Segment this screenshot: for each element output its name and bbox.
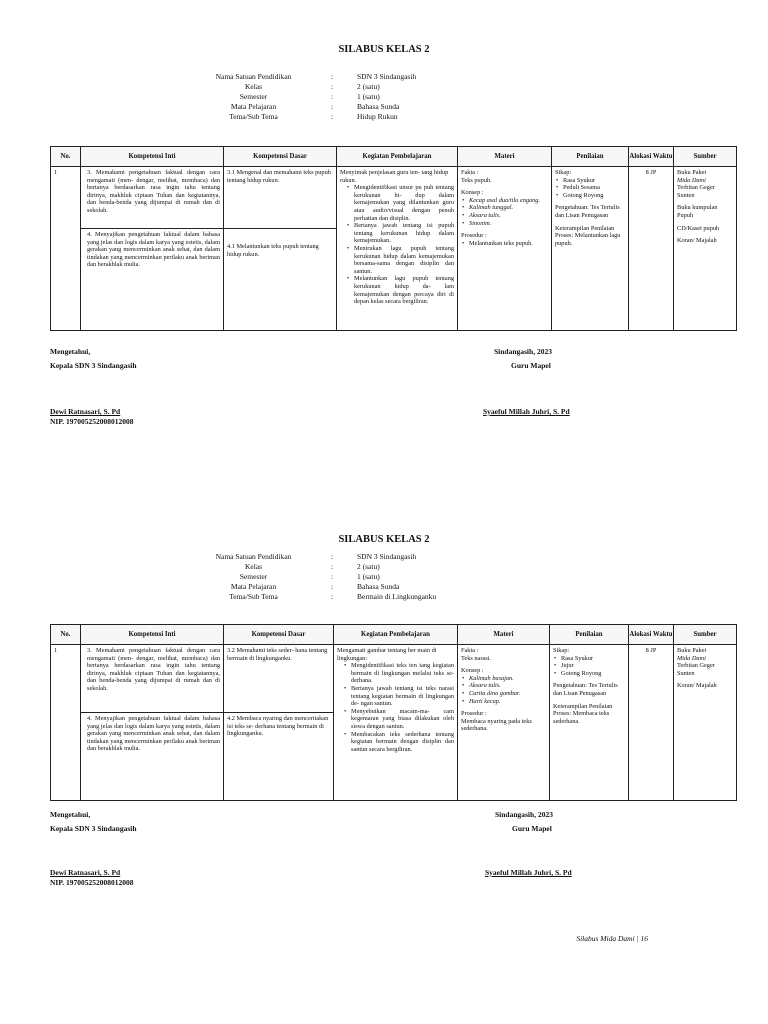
meta-label: Mata Pelajaran bbox=[230, 102, 277, 111]
list-item: • Peduli Sesama bbox=[555, 184, 625, 192]
penilaian-keterampilan: Keterampilan Penilaian Proses: Membaca teks sederhana. bbox=[553, 702, 613, 725]
document-meta: Nama Satuan Pendidikan : SDN 3 Sindangasih Kelas : 2 (satu) Semester : 1 (satu) Mata Pelajaran : Bahasa Sunda Tema/Sub Tema : Hidup Rukun bbox=[200, 72, 477, 122]
column-header: Kompetensi Inti bbox=[81, 625, 224, 645]
meta-label: Semester bbox=[239, 572, 268, 581]
meta-value: 1 (satu) bbox=[357, 572, 380, 581]
kegiatan-list bbox=[340, 184, 454, 306]
kompetensi-inti-3: 3. Memahami pengetahuan faktual dengan cara mengamati (men- dengar, melihat, membaca) dan bertanya berdasarkan rasa ingin tahu tentang dirinya, makhluk ciptaan Tuhan dan kegiatannya, dan benda-benda yang dijumpai di rumah dan di sekolah. bbox=[81, 645, 224, 713]
meta-label: Tema/Sub Tema bbox=[229, 592, 278, 601]
meta-label: Kelas bbox=[244, 82, 263, 91]
sign-place-date: Sindangasih, 2023 bbox=[495, 810, 553, 819]
kompetensi-inti-4: 4. Menyajikan pengetahuan faktual dalam bahasa yang jelas dan logis dalam karya yang estetis, dalam gerakan yang mencerminkan anak sehat, dan dalam tindakan yang mencerminkan perilaku anak beriman dan berakhlak mulia. bbox=[81, 713, 224, 801]
sign-kepala-nip: NIP. 197005252008012008 bbox=[50, 417, 134, 426]
meta-value: Hidup Rukun bbox=[357, 112, 398, 121]
column-header: No. bbox=[51, 625, 81, 645]
list-item: • Membacakan teks sederhana tentang kegiatan bermain dengan disiplin dan santun secara bergiliran. bbox=[343, 731, 454, 754]
list-item: • Melantunkan lagu pupuh tentang kerukunan hidup da- lam kemajemukan dengan percaya diri di depan kelas secara bergiliran. bbox=[346, 275, 454, 305]
meta-value: 2 (satu) bbox=[357, 562, 380, 571]
sumber-line: CD/Kaset pupuh bbox=[677, 224, 720, 232]
materi-konsep-label: Konsep : bbox=[461, 667, 484, 675]
column-header: No. bbox=[51, 147, 81, 167]
sign-guru-name: Syaeful Millah Juhri, S. Pd bbox=[485, 868, 572, 877]
column-header: Kompetensi Dasar bbox=[224, 625, 334, 645]
meta-value: Bahasa Sunda bbox=[357, 582, 400, 591]
meta-value: Bahasa Sunda bbox=[357, 102, 400, 111]
list-item: • Harti kecap. bbox=[461, 698, 546, 706]
meta-value: SDN 3 Sindangasih bbox=[357, 72, 417, 81]
materi-prosedur-label: Prosedur : bbox=[461, 232, 487, 240]
meta-label: Tema/Sub Tema bbox=[229, 112, 278, 121]
meta-label: Semester bbox=[239, 92, 268, 101]
penilaian-sikap-list bbox=[553, 655, 625, 678]
column-header: Kegiatan Pembelajaran bbox=[337, 147, 458, 167]
meta-value: Bermain di Lingkunganku bbox=[357, 592, 437, 601]
list-item: • Kalimah tunggal. bbox=[461, 204, 548, 212]
kompetensi-dasar-4: 4.1 Melantunkan teks pupuh tentang hidup rukun. bbox=[224, 229, 337, 331]
list-item: • Mengidentifikasi unsur pu puh tentang kerukunan hi- dup dalam kemajemukan yang dilantunkan guru atau audio/visual dengan penuh perhatian dan disiplin. bbox=[346, 184, 454, 222]
page-title: SILABUS KELAS 2 bbox=[338, 534, 430, 545]
alokasi-waktu: 8 JP bbox=[629, 645, 674, 801]
column-header: Materi bbox=[458, 147, 552, 167]
list-item: • Kalimah basajan. bbox=[461, 675, 546, 683]
sign-kepala-title: Kepala SDN 3 Sindangasih bbox=[50, 361, 137, 370]
penilaian-keterampilan: Keterampilan Penilaian Proses: Melantunkan lagu pupuh. bbox=[555, 224, 621, 247]
materi-konsep-label: Konsep : bbox=[461, 189, 484, 197]
meta-value: SDN 3 Sindangasih bbox=[357, 552, 417, 561]
kegiatan-cell bbox=[334, 645, 458, 801]
penilaian-pengetahuan: Pengetahuan: Tes Tertulis dan Lisan Penugasan bbox=[555, 204, 620, 219]
list-item: • Gotong Royong bbox=[553, 670, 625, 678]
page-footer: Silabus Mida Dami | 16 bbox=[576, 934, 648, 943]
sumber-line: Buku kumpulan Pupuh bbox=[677, 204, 718, 219]
kompetensi-inti-3: 3. Memahami pengetahuan faktual dengan cara mengamati (men- dengar, melihat, membaca) dan bertanya berdasarkan rasa ingin tahu tentang dirinya, makhluk ciptaan Tuhan dan kegiatannya, dan benda-benda yang dijumpai di rumah dan di sekolah. bbox=[81, 167, 224, 229]
list-item: • Aksara tulis. bbox=[461, 212, 548, 220]
sumber-line: Terbitan Geger Sunten bbox=[677, 184, 715, 199]
list-item: • Jujur bbox=[553, 662, 625, 670]
sumber-cell bbox=[674, 167, 737, 331]
materi-konsep-list bbox=[461, 675, 546, 705]
row-number: 1 bbox=[51, 645, 81, 801]
table-header-row bbox=[51, 147, 737, 167]
sign-guru-name: Syaeful Millah Juhri, S. Pd bbox=[483, 407, 570, 416]
materi-fakta-label: Fakta : bbox=[461, 647, 479, 654]
list-item: • Carita dina gambar. bbox=[461, 690, 546, 698]
kompetensi-dasar-4: 4.2 Membaca nyaring dan menceritakan isi teks se- derhana tentang bermain di lingkunganku. bbox=[224, 713, 334, 801]
sumber-line: Buku Paket bbox=[677, 647, 707, 654]
sign-kepala-title: Kepala SDN 3 Sindangasih bbox=[50, 824, 137, 833]
sign-kepala-nip: NIP. 197005252008012008 bbox=[50, 878, 134, 887]
column-header: Kompetensi Dasar bbox=[224, 147, 337, 167]
penilaian-sikap-label: Sikap: bbox=[555, 169, 572, 176]
materi-prosedur: Membaca nyaring pada teks sederhana. bbox=[461, 717, 532, 733]
meta-label: Nama Satuan Pendidikan bbox=[215, 72, 292, 81]
materi-cell bbox=[458, 645, 550, 801]
table-header-row bbox=[51, 625, 737, 645]
list-item: • Bertanya jawab tentang isi pupuh tentang kerukunan hidup dalam kemajemukan. bbox=[346, 222, 454, 245]
materi-prosedur-list bbox=[461, 240, 548, 248]
list-item: • Rasa Syukur bbox=[555, 177, 625, 185]
sign-kepala-name: Dewi Ratnasari, S. Pd bbox=[50, 407, 121, 416]
sign-kepala-name: Dewi Ratnasari, S. Pd bbox=[50, 868, 121, 877]
penilaian-pengetahuan: Pengetahuan: Tes Tertulis dan Lisan Penugasan bbox=[553, 682, 618, 697]
sumber-line: Koran/ Majalah bbox=[677, 237, 717, 245]
column-header: Sumber bbox=[674, 625, 737, 645]
column-header: Materi bbox=[458, 625, 550, 645]
list-item: • Menirukan lagu pupuh tentang kerukunan hidup dalam kemajemukan bersama-sama dengan disiplin dan santun. bbox=[346, 245, 454, 275]
list-item: • Melantunkan teks pupuh. bbox=[461, 240, 548, 248]
column-header: Alokasi Waktu bbox=[629, 625, 674, 645]
kegiatan-intro: Mengamati gambar tentang ber main di lingkungan: bbox=[337, 647, 437, 662]
penilaian-sikap-list bbox=[555, 177, 625, 200]
table-row bbox=[51, 167, 737, 229]
sumber-line: Buku Paket bbox=[677, 169, 707, 176]
materi-prosedur-label: Prosedur : bbox=[461, 710, 487, 718]
column-header: Penilaian bbox=[552, 147, 629, 167]
sumber-line: Terbitan Geger Sunten bbox=[677, 662, 715, 677]
list-item: • Sinonim. bbox=[461, 220, 548, 228]
kegiatan-list bbox=[337, 662, 454, 753]
column-header: Kompetensi Inti bbox=[81, 147, 224, 167]
kompetensi-dasar-3: 3.2 Memahami teks seder- hana tentang bermain di lingkunganku. bbox=[224, 645, 334, 713]
sumber-line: Mida Dami bbox=[677, 654, 706, 662]
syllabus-table bbox=[50, 624, 737, 801]
materi-fakta-label: Fakta : bbox=[461, 169, 479, 176]
sign-mengetahui: Mengetahui, bbox=[50, 810, 91, 819]
kompetensi-inti-4: 4. Menyajikan pengetahuan faktual dalam bahasa yang jelas dan logis dalam karya yang estetis, dalam gerakan yang mencerminkan anak sehat, dan dalam tindakan yang mencerminkan perilaku anak beriman dan berakhlak mulia. bbox=[81, 229, 224, 331]
sumber-line: Mida Dami bbox=[677, 176, 706, 184]
column-header: Sumber bbox=[674, 147, 737, 167]
list-item: • Menyebutkan macam-ma- cam kegemaran yang biasa dilakukan oleh siswa dengan santun. bbox=[343, 708, 454, 731]
meta-value: 1 (satu) bbox=[357, 92, 380, 101]
kegiatan-intro: Menyimak penjelasan guru ten- tang hidup rukun. bbox=[340, 169, 449, 184]
penilaian-sikap-label: Sikap: bbox=[553, 647, 570, 654]
penilaian-cell bbox=[550, 645, 629, 801]
syllabus-table bbox=[50, 146, 737, 331]
materi-fakta: Teks narasi. bbox=[461, 654, 491, 662]
sumber-line: Koran/ Majalah bbox=[677, 682, 717, 690]
document-meta: Nama Satuan Pendidikan : SDN 3 Sindangasih Kelas : 2 (satu) Semester : 1 (satu) Mata Pelajaran : Bahasa Sunda Tema/Sub Tema : Bermain di Lingkunganku bbox=[200, 552, 477, 602]
sumber-cell bbox=[674, 645, 737, 801]
sign-guru-title: Guru Mapel bbox=[511, 361, 551, 370]
materi-cell bbox=[458, 167, 552, 331]
penilaian-cell bbox=[552, 167, 629, 331]
kompetensi-dasar-3: 3.1 Mengenal dan memahami teks pupuh tentang hidup rukun. bbox=[224, 167, 337, 229]
sign-mengetahui: Mengetahui, bbox=[50, 347, 91, 356]
list-item: • Kecap asal dua/tilu engang. bbox=[461, 197, 548, 205]
list-item: • Aksara tulis. bbox=[461, 682, 546, 690]
column-header: Alokasi Waktu bbox=[629, 147, 674, 167]
row-number: 1 bbox=[51, 167, 81, 331]
materi-konsep-list bbox=[461, 197, 548, 227]
sign-place-date: Sindangasih, 2023 bbox=[494, 347, 552, 356]
meta-label: Nama Satuan Pendidikan bbox=[215, 552, 292, 561]
meta-value: 2 (satu) bbox=[357, 82, 380, 91]
column-header: Penilaian bbox=[550, 625, 629, 645]
page-title: SILABUS KELAS 2 bbox=[338, 44, 430, 55]
list-item: • Gotong Royong bbox=[555, 192, 625, 200]
list-item: • Bertanya jawab tentang isi teks narasi tentang kegiatan bermain di lingkungan de- ngan santun. bbox=[343, 685, 454, 708]
table-row bbox=[51, 645, 737, 713]
list-item: • Mengidentifikasi teks ten tang kegiatan bermain di lingkungan melalui teks se- derhana. bbox=[343, 662, 454, 685]
meta-label: Kelas bbox=[244, 562, 263, 571]
sign-guru-title: Guru Mapel bbox=[512, 824, 552, 833]
meta-label: Mata Pelajaran bbox=[230, 582, 277, 591]
alokasi-waktu: 8 JP bbox=[629, 167, 674, 331]
kegiatan-cell bbox=[337, 167, 458, 331]
materi-fakta: Teks pupuh. bbox=[461, 176, 492, 184]
column-header: Kegiatan Pembelajaran bbox=[334, 625, 458, 645]
list-item: • Rasa Syukur bbox=[553, 655, 625, 663]
